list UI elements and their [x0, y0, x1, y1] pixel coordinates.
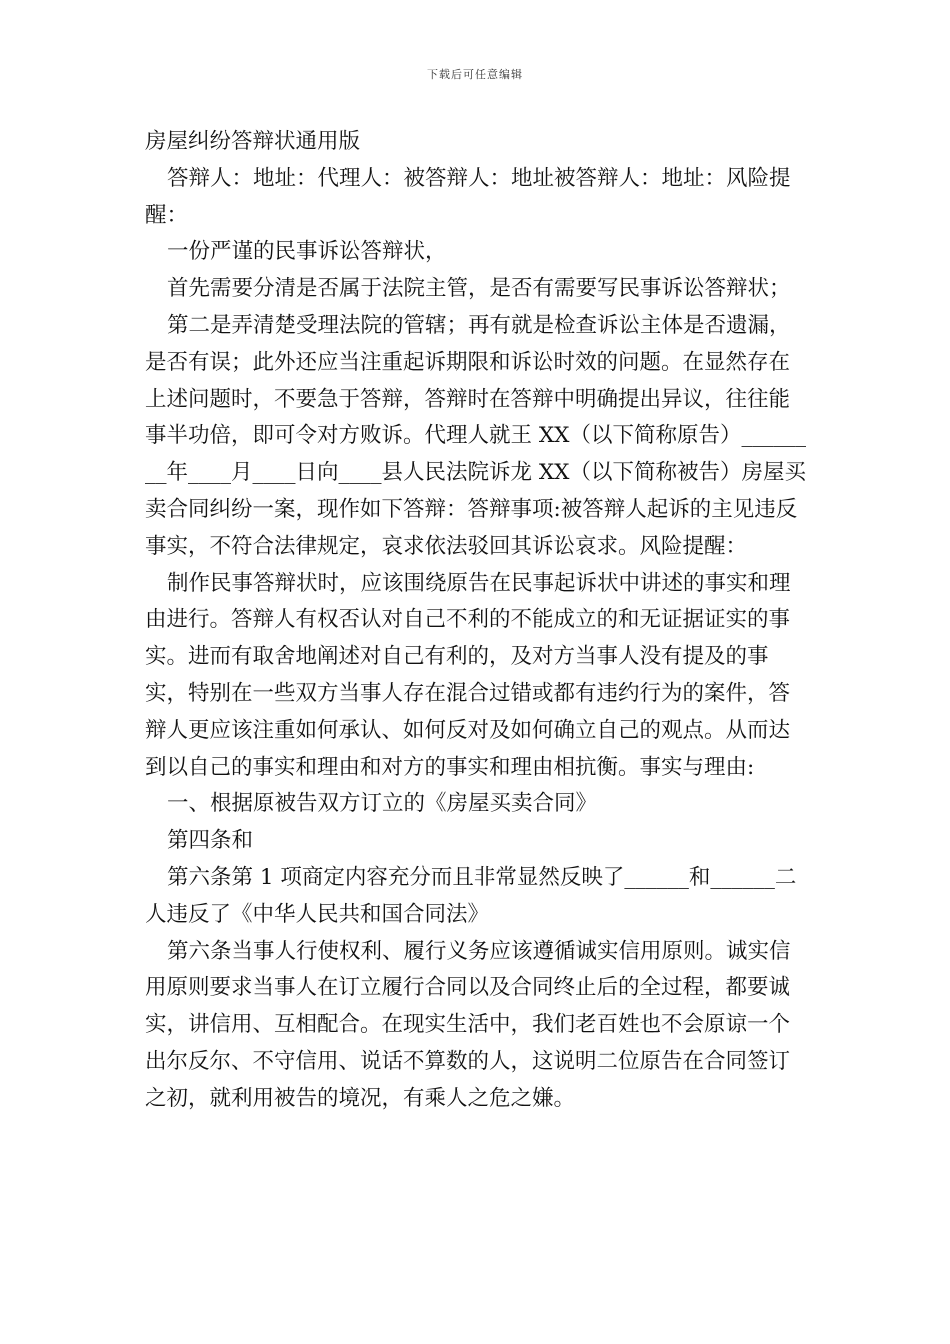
- document-title: 房屋纠纷答辩状通用版: [145, 129, 361, 154]
- paragraph: 第六条第 1 项商定内容充分而且非常显然反映了______和______二人违反了《中华人民共和国合同法》: [145, 864, 797, 927]
- paragraph: 一份严谨的民事诉讼答辩状，: [167, 239, 447, 265]
- paragraph: 第二是弄清楚受理法院的管辖；再有就是检查诉讼主体是否遗漏，是否有误；此外还应当注重起诉期限和诉讼时效的问题。在显然存在上述问题时，不要急于答辩，答辩时在答辩中明确提出异议，往往能事半功倍，即可令对方败诉。代理人就王 XX（以下简称原告）________年____月____日向____县人民法院诉龙 XX（以下简称被告）房屋买卖合同纠纷一案，现作如下答辩：答辩事项:被答辩人起诉的主见违反事实，不符合法律规定，哀求依法驳回其诉讼哀求。风险提醒：: [145, 312, 806, 559]
- paragraph: 一、根据原被告双方订立的《房屋买卖合同》: [167, 791, 598, 817]
- paragraph: 首先需要分清是否属于法院主管，是否有需要写民事诉讼答辩状；: [167, 276, 791, 302]
- paragraph: 答辩人：地址：代理人：被答辩人：地址被答辩人：地址：风险提醒：: [145, 165, 791, 228]
- document-body: [145, 124, 810, 1118]
- paragraph: 制作民事答辩状时，应该围绕原告在民事起诉状中讲述的事实和理由进行。答辩人有权否认对自己不利的不能成立的和无证据证实的事实。进而有取舍地阐述对自己有利的，及对方当事人没有提及的事实，特别在一些双方当事人存在混合过错或都有违约行为的案件，答辩人更应该注重如何承认、如何反对及如何确立自己的观点。从而达到以自己的事实和理由和对方的事实和理由相抗衡。事实与理由:: [145, 570, 791, 780]
- page-header: 下载后可任意编辑: [427, 68, 523, 81]
- paragraph: 第四条和: [167, 828, 254, 854]
- paragraph: 第六条当事人行使权利、履行义务应该遵循诚实信用原则。诚实信用原则要求当事人在订立履行合同以及合同终止后的全过程，都要诚实，讲信用、互相配合。在现实生活中，我们老百姓也不会原谅一个出尔反尔、不守信用、说话不算数的人，这说明二位原告在合同签订之初，就利用被告的境况，有乘人之危之嫌。: [145, 938, 791, 1111]
